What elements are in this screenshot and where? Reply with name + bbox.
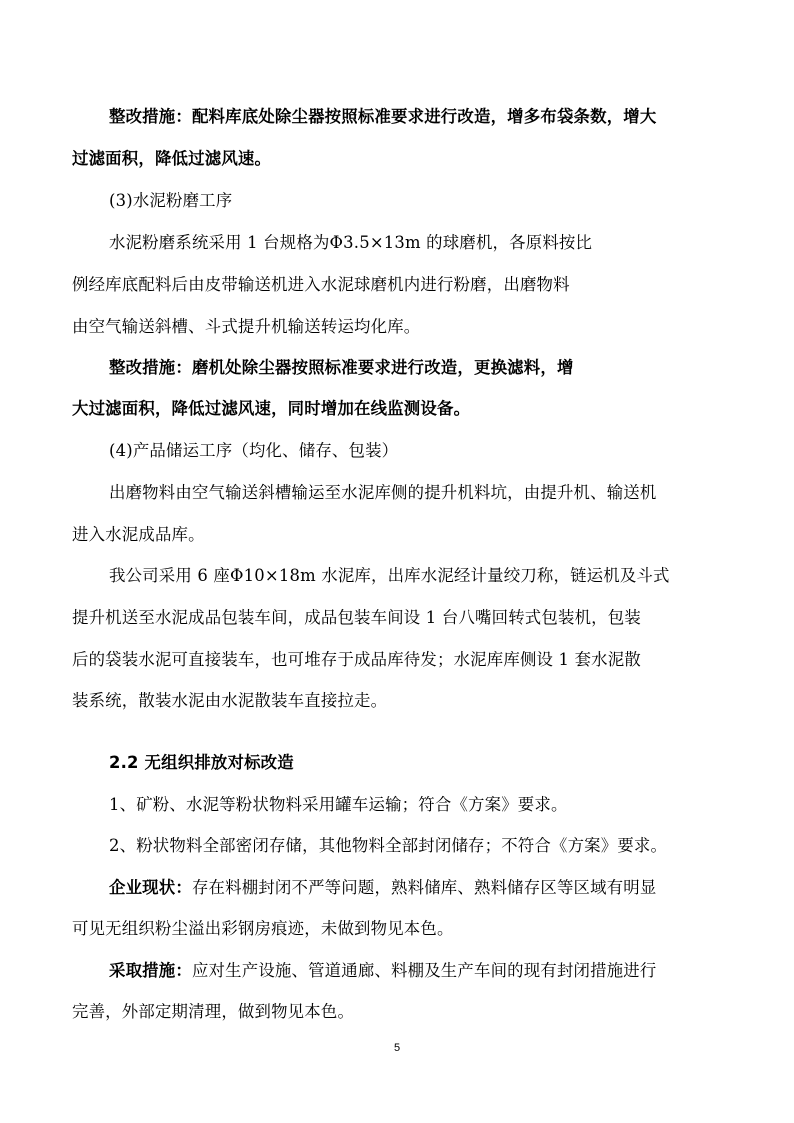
body-text: 例经库底配料后由皮带输送机进入水泥球磨机内进行粉磨，出磨物料: [72, 275, 570, 294]
paragraph-line: [72, 148, 271, 170]
bold-heading-text: 整改措施：磨机处除尘器按照标准要求进行改造，更换滤料，增: [109, 358, 574, 377]
paragraph-line: [72, 398, 470, 420]
bold-heading-text: 大过滤面积，降低过滤风速，同时增加在线监测设备。: [72, 399, 471, 418]
body-text: 后的袋装水泥可直接装车，也可堆存于成品库待发；水泥库库侧设 1 套水泥散: [72, 650, 641, 669]
paragraph-line: [72, 918, 454, 940]
paragraph-line: [109, 565, 670, 587]
body-text: 由空气输送斜槽、斗式提升机输送转运均化库。: [72, 317, 421, 336]
body-text: (4)产品储运工序（均化、储存、包装）: [109, 441, 399, 460]
bold-heading-text: 整改措施：配料库底处除尘器按照标准要求进行改造，增多布袋条数，增大: [109, 107, 657, 126]
body-text: 存在料棚封闭不严等问题，熟料储库、熟料储存区等区域有明显: [191, 878, 657, 897]
paragraph-line: [72, 274, 570, 296]
paragraph-line: [109, 794, 568, 816]
body-text: 出磨物料由空气输送斜槽输运至水泥库侧的提升机料坑，由提升机、输送机: [109, 483, 657, 502]
body-text: 应对生产设施、管道通廊、料棚及生产车间的现有封闭措施进行: [191, 961, 657, 980]
paragraph-line: [109, 877, 657, 899]
section-heading: [109, 190, 232, 212]
body-text: 水泥粉磨系统采用 1 台规格为Φ3.5×13m 的球磨机，各原料按比: [109, 233, 593, 252]
paragraph-line: [72, 607, 641, 629]
paragraph-line: [72, 316, 420, 338]
bold-heading-text: 过滤面积，降低过滤风速。: [72, 149, 272, 168]
body-text: 1、矿粉、水泥等粉状物料采用罐车运输；符合《方案》要求。: [109, 795, 568, 814]
section-title: [109, 752, 294, 774]
body-text: 可见无组织粉尘溢出彩钢房痕迹，未做到物见本色。: [72, 919, 454, 938]
bold-heading-text: 2.2 无组织排放对标改造: [109, 753, 294, 772]
paragraph-line: [109, 357, 574, 379]
paragraph-line: [109, 482, 657, 504]
bold-label: 采取措施：: [109, 961, 192, 980]
paragraph-line: [72, 649, 641, 671]
body-text: 提升机送至水泥成品包装车间，成品包装车间设 1 台八嘴回转式包装机，包装: [72, 608, 641, 627]
page-number: 5: [393, 1042, 401, 1054]
paragraph-line: [109, 835, 667, 857]
paragraph-line: [109, 106, 657, 128]
paragraph-line: [72, 690, 387, 712]
paragraph-line: [109, 232, 592, 254]
body-text: 进入水泥成品库。: [72, 525, 205, 544]
paragraph-line: [109, 960, 657, 982]
paragraph-line: [72, 524, 205, 546]
body-text: (3)水泥粉磨工序: [109, 191, 233, 210]
bold-label: 企业现状：: [109, 878, 192, 897]
body-text: 装系统，散装水泥由水泥散装车直接拉走。: [72, 691, 388, 710]
section-heading: [109, 440, 398, 462]
body-text: 我公司采用 6 座Φ10×18m 水泥库，出库水泥经计量绞刀称，链运机及斗式: [109, 566, 670, 585]
body-text: 完善，外部定期清理，做到物见本色。: [72, 1002, 355, 1021]
body-text: 2、粉状物料全部密闭存储，其他物料全部封闭储存；不符合《方案》要求。: [109, 836, 668, 855]
paragraph-line: [72, 1001, 354, 1023]
